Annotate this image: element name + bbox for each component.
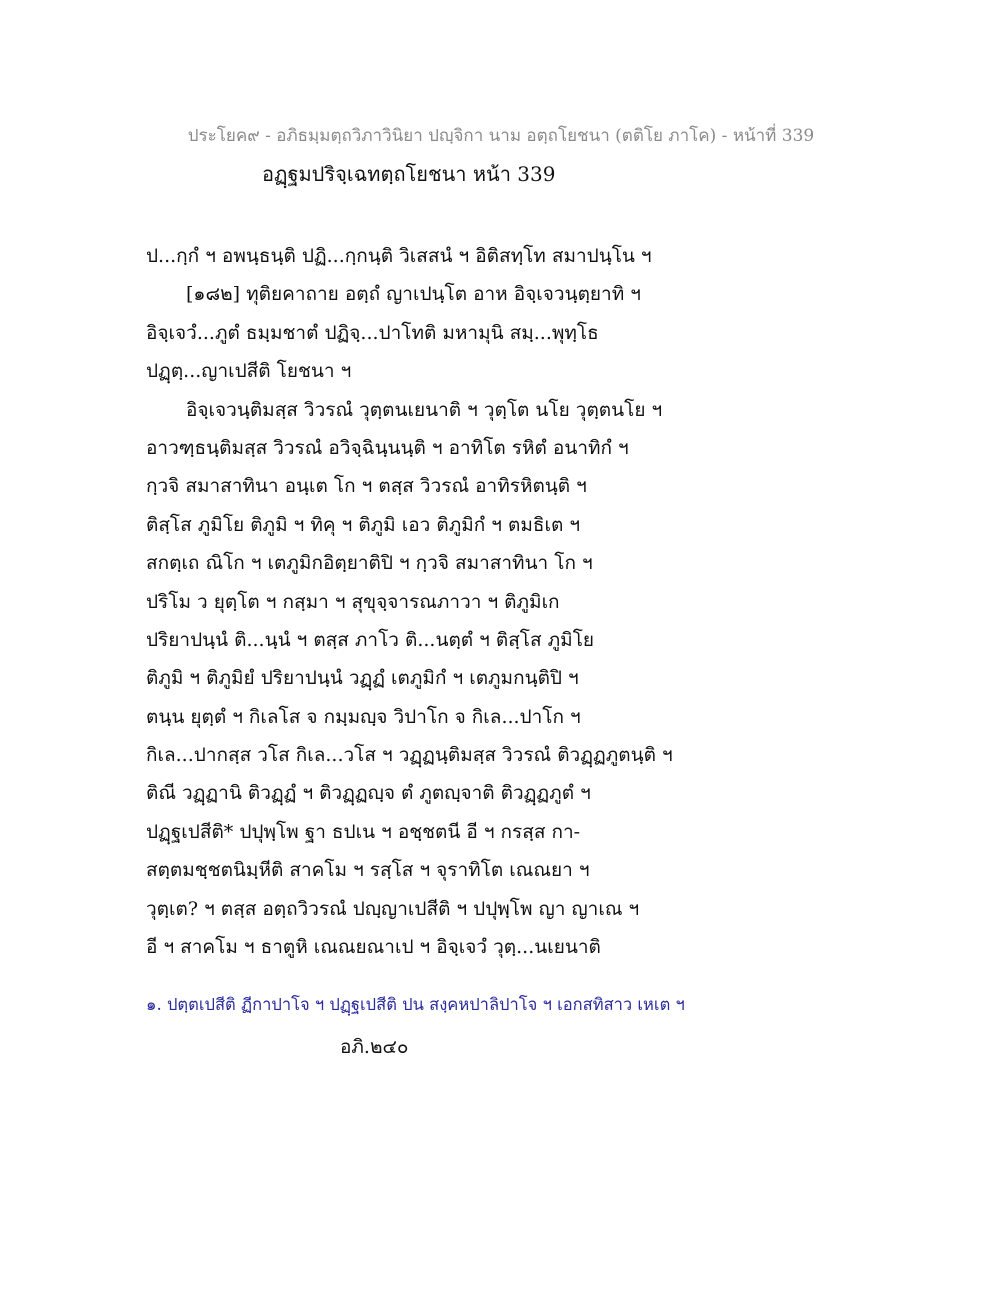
body-line: ติสฺโส ภูมิโย ติภูมิ ฯ ทิคุ ฯ ติภูมิ เอว ติภูมิกํ ฯ ตมธิเต ฯ bbox=[146, 513, 581, 536]
footnote: ๑. ปตฺตเปสีติ ฏีกาปาโจ ฯ ปฏฺฐเปสีติ ปน สงฺคหปาลิปาโจ ฯ เอกสทิสาว เหเต ฯ bbox=[146, 995, 685, 1014]
body-line: อิจฺเจวํ...ภูตํ ธมฺมชาตํ ปฏิจฺ...ปาโทติ มหามุนิ สมฺ...พุทฺโธ bbox=[146, 321, 599, 344]
body-line: อี ฯ สาคโม ฯ ธาตูหิ เณณยณาเป ฯ อิจฺเจวํ วุตฺ...นเยนาติ bbox=[146, 936, 601, 959]
running-header bbox=[0, 122, 1000, 149]
body-line: วุตฺเต? ฯ ตสฺส อตฺถวิวรณํ ปญฺญาเปสีติ ฯ ปปุพฺโพ ญา ญาเณ ฯ bbox=[146, 897, 640, 920]
body-line: ติภูมิ ฯ ติภูมิยํ ปริยาปนฺนํ วฏฺฏํ เตภูมิกํ ฯ เตภูมกนฺติปิ ฯ bbox=[146, 667, 579, 690]
body-line: กิเล...ปากสฺส วโส กิเล...วโส ฯ วฏฺฏนฺติมสฺส วิวรณํ ติวฏฺฏภูตนฺติ ฯ bbox=[146, 744, 673, 767]
body-line: ปฏฺฐเปสีติ* ปปุพฺโพ ฐา ธปเน ฯ อชฺชตนี อี ฯ กรสฺส กา- bbox=[146, 820, 581, 843]
page-reference: อภิ.๒๔๐ bbox=[340, 1036, 409, 1058]
running-header-text: ประโยค๙ - อภิธมฺมตฺถวิภาวินิยา ปญฺจิกา นาม อตฺถโยชนา (ตติโย ภาโค) - หน้าที่ 339 bbox=[187, 126, 815, 146]
body-line: ปฏฺตฺ...ญาเปสีติ โยชนา ฯ bbox=[146, 360, 352, 383]
body-line: ปริโม ว ยุตฺโต ฯ กสฺมา ฯ สุขุจฺจารณภาวา ฯ ติภูมิเก bbox=[146, 590, 560, 613]
body-line: ปริยาปนฺนํ ติ...นฺนํ ฯ ตสฺส ภาโว ติ...นตฺตํ ฯ ติสฺโส ภูมิโย bbox=[146, 628, 595, 651]
body-line: ป...กฺกํ ฯ อพนฺธนฺติ ปฏิ...กฺกนฺติ วิเสสนํ ฯ อิติสทฺโท สมาปนฺโน ฯ bbox=[146, 245, 652, 267]
body-text bbox=[146, 237, 866, 966]
body-line: อิจฺเจวนฺติมสฺส วิวรณํ วุตฺตนเยนาติ ฯ วุตฺโต นโย วุตฺตนโย ฯ bbox=[186, 398, 663, 421]
body-line: สตฺตมชฺชตนิมฺหีติ สาคโม ฯ รสฺโส ฯ จุราทิโต เณณยา ฯ bbox=[146, 859, 590, 882]
body-line: อาวฑฺธนฺติมสฺส วิวรณํ อวิจฺฉินฺนนฺติ ฯ อาทิโต รหิตํ อนาทิกํ ฯ bbox=[146, 436, 629, 459]
body-line: กฺวจิ สมาสาทินา อนฺเต โก ฯ ตสฺส วิวรณํ อาทิรหิตนฺติ ฯ bbox=[146, 475, 587, 498]
body-line: ติณี วฏฺฏานิ ติวฏฺฏํ ฯ ติวฏฺฏญฺจ ตํ ภูตญฺจาติ ติวฏฺฏภูตํ ฯ bbox=[146, 782, 591, 805]
body-line: สกตฺเถ ณิโก ฯ เตภูมิกอิตฺยาติปิ ฯ กฺวจิ สมาสาทินา โก ฯ bbox=[146, 552, 593, 575]
body-line: [๑๘๒] ทุติยคาถาย อตฺถํ ญาเปนฺโต อาห อิจฺเจวนฺตฺยาทิ ฯ bbox=[186, 283, 641, 306]
section-title: อฏฺฐมปริจฺเฉทตฺถโยชนา หน้า 339 bbox=[262, 162, 556, 186]
body-line: ตนฺน ยุตฺตํ ฯ กิเลโส จ กมฺมญฺจ วิปาโก จ กิเล...ปาโก ฯ bbox=[146, 705, 581, 728]
